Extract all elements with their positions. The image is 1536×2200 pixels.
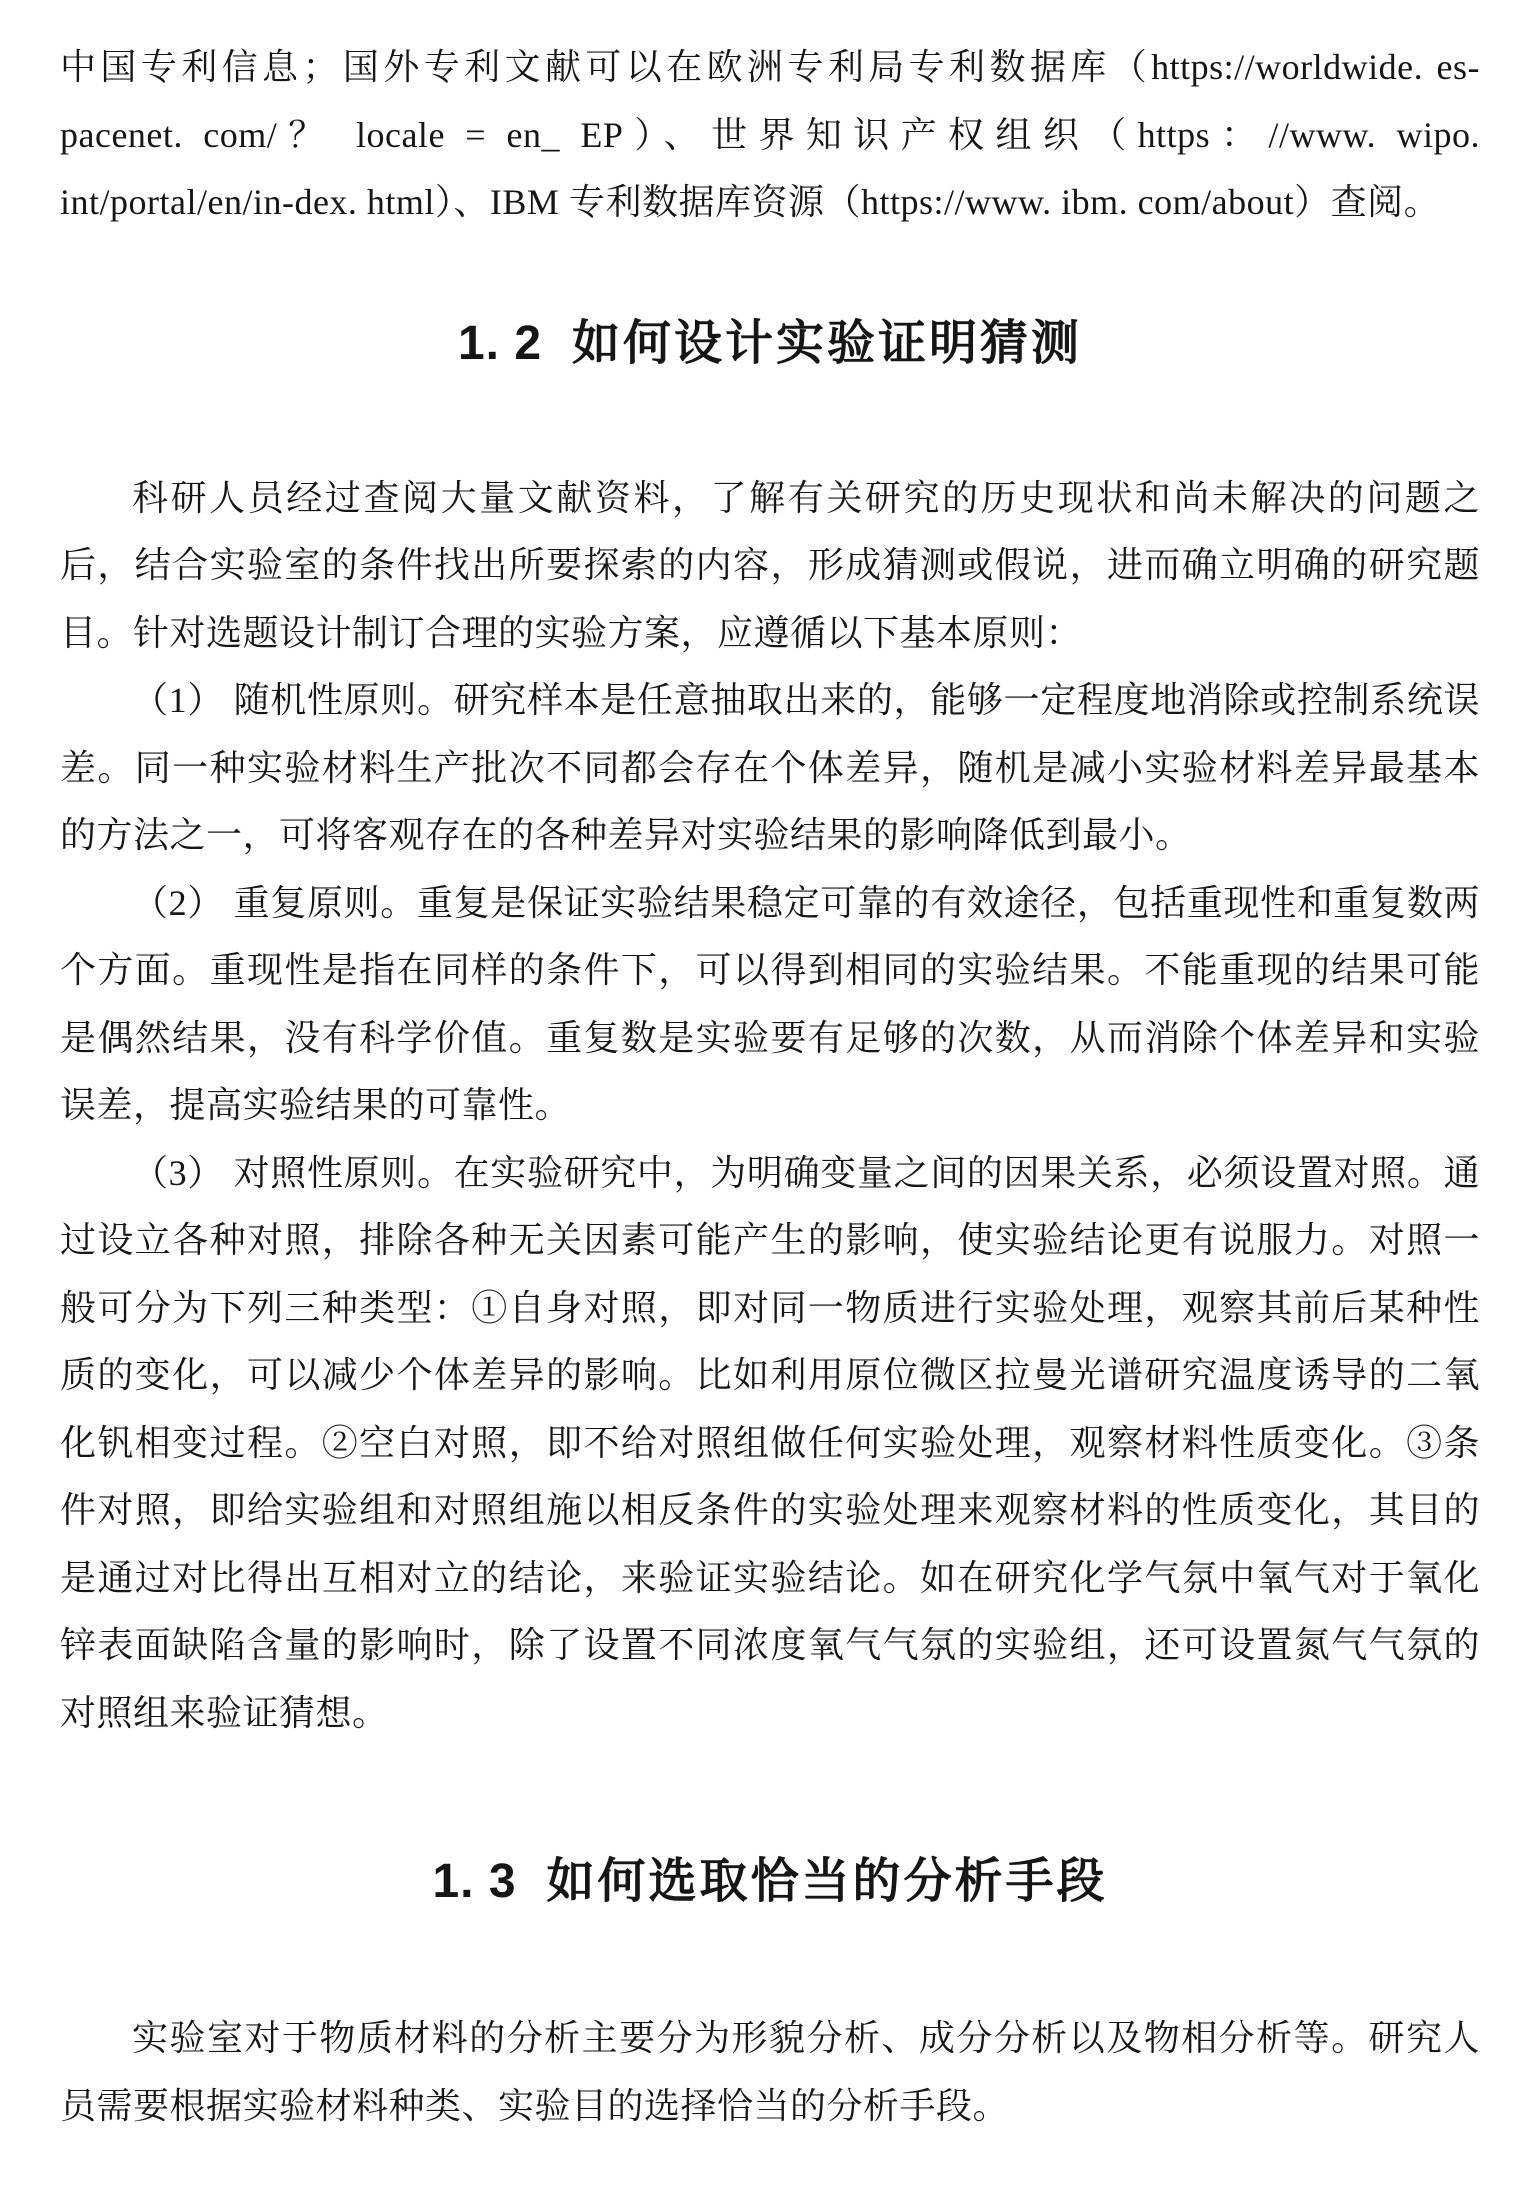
- section-heading-1-2: [60, 313, 1480, 375]
- body-paragraph-principle-3-control: （3） 对照性原则。在实验研究中，为明确变量之间的因果关系，必须设置对照。通过设立各种对照，排除各种无关因素可能产生的影响，使实验结论更有说服力。对照一般可分为下列三种类型：①自身对照，即对同一物质进行实验处理，观察其前后某种性质的变化，可以减少个体差异的影响。比如利用原位微区拉曼光谱研究温度诱导的二氧化钒相变过程。②空白对照，即不给对照组做任何实验处理，观察材料性质变化。③条件对照，即给实验组和对照组施以相反条件的实验处理来观察材料的性质变化，其目的是通过对比得出互相对立的结论，来验证实验结论。如在研究化学气氛中氧气对于氧化锌表面缺陷含量的影响时，除了设置不同浓度氧气气氛的实验组，还可设置氮气气氛的对照组来验证猜想。: [60, 1152, 1480, 1733]
- body-paragraph-overview: 科研人员经过查阅大量文献资料，了解有关研究的历史现状和尚未解决的问题之后，结合实验室的条件找出所要探索的内容，形成猜测或假说，进而确立明确的研究题目。针对选题设计制订合理的实验方案，应遵循以下基本原则：: [60, 477, 1480, 653]
- section-number-1-2: 1. 2: [457, 316, 543, 370]
- body-paragraph-principle-1-random: （1） 随机性原则。研究样本是任意抽取出来的，能够一定程度地消除或控制系统误差。同一种实验材料生产批次不同都会存在个体差异，随机是减小实验材料差异最基本的方法之一，可将客观存在的各种差异对实验结果的影响降低到最小。: [60, 680, 1480, 855]
- section-heading-1-3: [60, 1851, 1480, 1913]
- intro-paragraph: 中国专利信息；国外专利文献可以在欧洲专利局专利数据库（https://worldwide. es-pacenet. com/？ locale = en_ EP）、世界知识产权组织（https：//www. wipo. int/portal/en/in-dex. html）、IBM 专利数据库资源（https://www. ibm. com/about）查阅。: [60, 47, 1480, 222]
- section-title-1-3: 如何选取恰当的分析手段: [546, 1855, 1108, 1908]
- section-title-1-2: 如何设计实验证明猜测: [572, 316, 1083, 370]
- body-paragraph-analysis-methods: 实验室对于物质材料的分析主要分为形貌分析、成分分析以及物相分析等。研究人员需要根据实验材料种类、实验目的选择恰当的分析手段。: [60, 2018, 1480, 2126]
- body-paragraph-principle-2-repeat: （2） 重复原则。重复是保证实验结果稳定可靠的有效途径，包括重现性和重复数两个方面。重现性是指在同样的条件下，可以得到相同的实验结果。不能重现的结果可能是偶然结果，没有科学价值。重复数是实验要有足够的次数，从而消除个体差异和实验误差，提高实验结果的可靠性。: [60, 882, 1480, 1125]
- section-number-1-3: 1. 3: [432, 1855, 517, 1908]
